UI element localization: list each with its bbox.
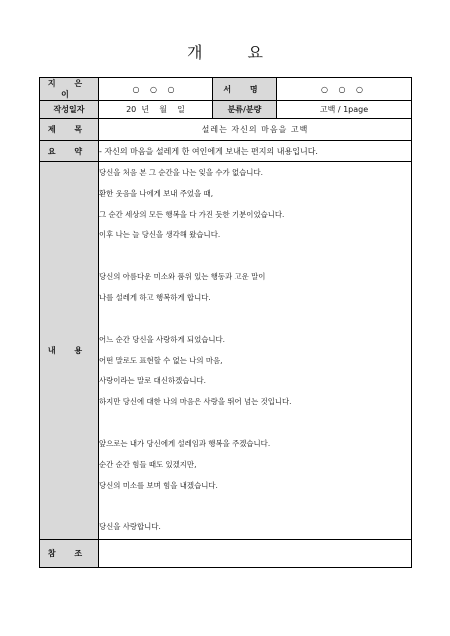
reference-value[interactable] <box>99 540 412 568</box>
subject-value[interactable]: 설레는 자신의 마음을 고백 <box>99 119 412 141</box>
date-value[interactable]: 20 년 월 일 <box>99 101 213 119</box>
category-value[interactable]: 고백 / 1page <box>277 101 412 119</box>
content-line: 당신의 아름다운 미소와 품위 있는 행동과 고운 말이 <box>99 272 266 282</box>
author-row <box>40 78 412 101</box>
summary-row <box>40 141 412 162</box>
content-line: 앞으로는 내가 당신에게 설레임과 행복을 주겠습니다. <box>99 438 271 448</box>
content-line <box>99 246 411 267</box>
signature-label: 서 명 <box>213 78 277 101</box>
content-line <box>99 309 411 330</box>
content-line: 당신을 사랑합니다. <box>99 522 161 532</box>
signature-value[interactable]: ○ ○ ○ <box>277 78 412 101</box>
content-line: 이후 나는 늘 당신을 생각해 왔습니다. <box>99 230 221 240</box>
reference-label: 참 조 <box>40 540 99 568</box>
author-label: 지 은 이 <box>40 78 99 101</box>
content-line: 사랑이라는 말로 대신하겠습니다. <box>99 376 207 386</box>
content-line <box>99 496 411 517</box>
content-line: 어느 순간 당신을 사랑하게 되었습니다. <box>99 334 225 344</box>
summary-form-table <box>39 77 412 568</box>
subject-label: 제 목 <box>40 119 99 141</box>
author-value[interactable]: ○ ○ ○ <box>99 78 213 101</box>
content-line: 어떤 말로도 표현할 수 없는 나의 마음, <box>99 355 223 365</box>
content-label: 내 용 <box>40 162 99 540</box>
content-line: 하지만 당신에 대한 나의 마음은 사랑을 뛰어 넘는 것입니다. <box>99 397 292 407</box>
summary-label: 요 약 <box>40 141 99 162</box>
content-line <box>99 413 411 434</box>
content-row <box>40 162 412 540</box>
date-label: 작성일자 <box>40 101 99 119</box>
summary-value[interactable]: - 자신의 마음을 설레게 한 여인에게 보내는 편지의 내용입니다. <box>99 141 412 162</box>
document-title: 개 요 <box>187 43 283 62</box>
reference-row <box>40 540 412 568</box>
content-line: 나를 설레게 하고 행복하게 합니다. <box>99 292 211 302</box>
content-line: 그 순간 세상의 모든 행복을 다 가진 듯한 기분이었습니다. <box>99 209 285 219</box>
subject-row <box>40 119 412 141</box>
date-row <box>40 101 412 119</box>
content-line: 당신을 처음 본 그 순간을 나는 잊을 수가 없습니다. <box>99 167 263 177</box>
category-label: 분류/분량 <box>213 101 277 119</box>
content-line: 당신의 미소를 보며 힘을 내겠습니다. <box>99 480 218 490</box>
content-line: 환한 웃음을 나에게 보내 주었을 때, <box>99 188 214 198</box>
content-body[interactable] <box>99 162 412 540</box>
content-line: 순간 순간 힘들 때도 있겠지만, <box>99 459 197 469</box>
